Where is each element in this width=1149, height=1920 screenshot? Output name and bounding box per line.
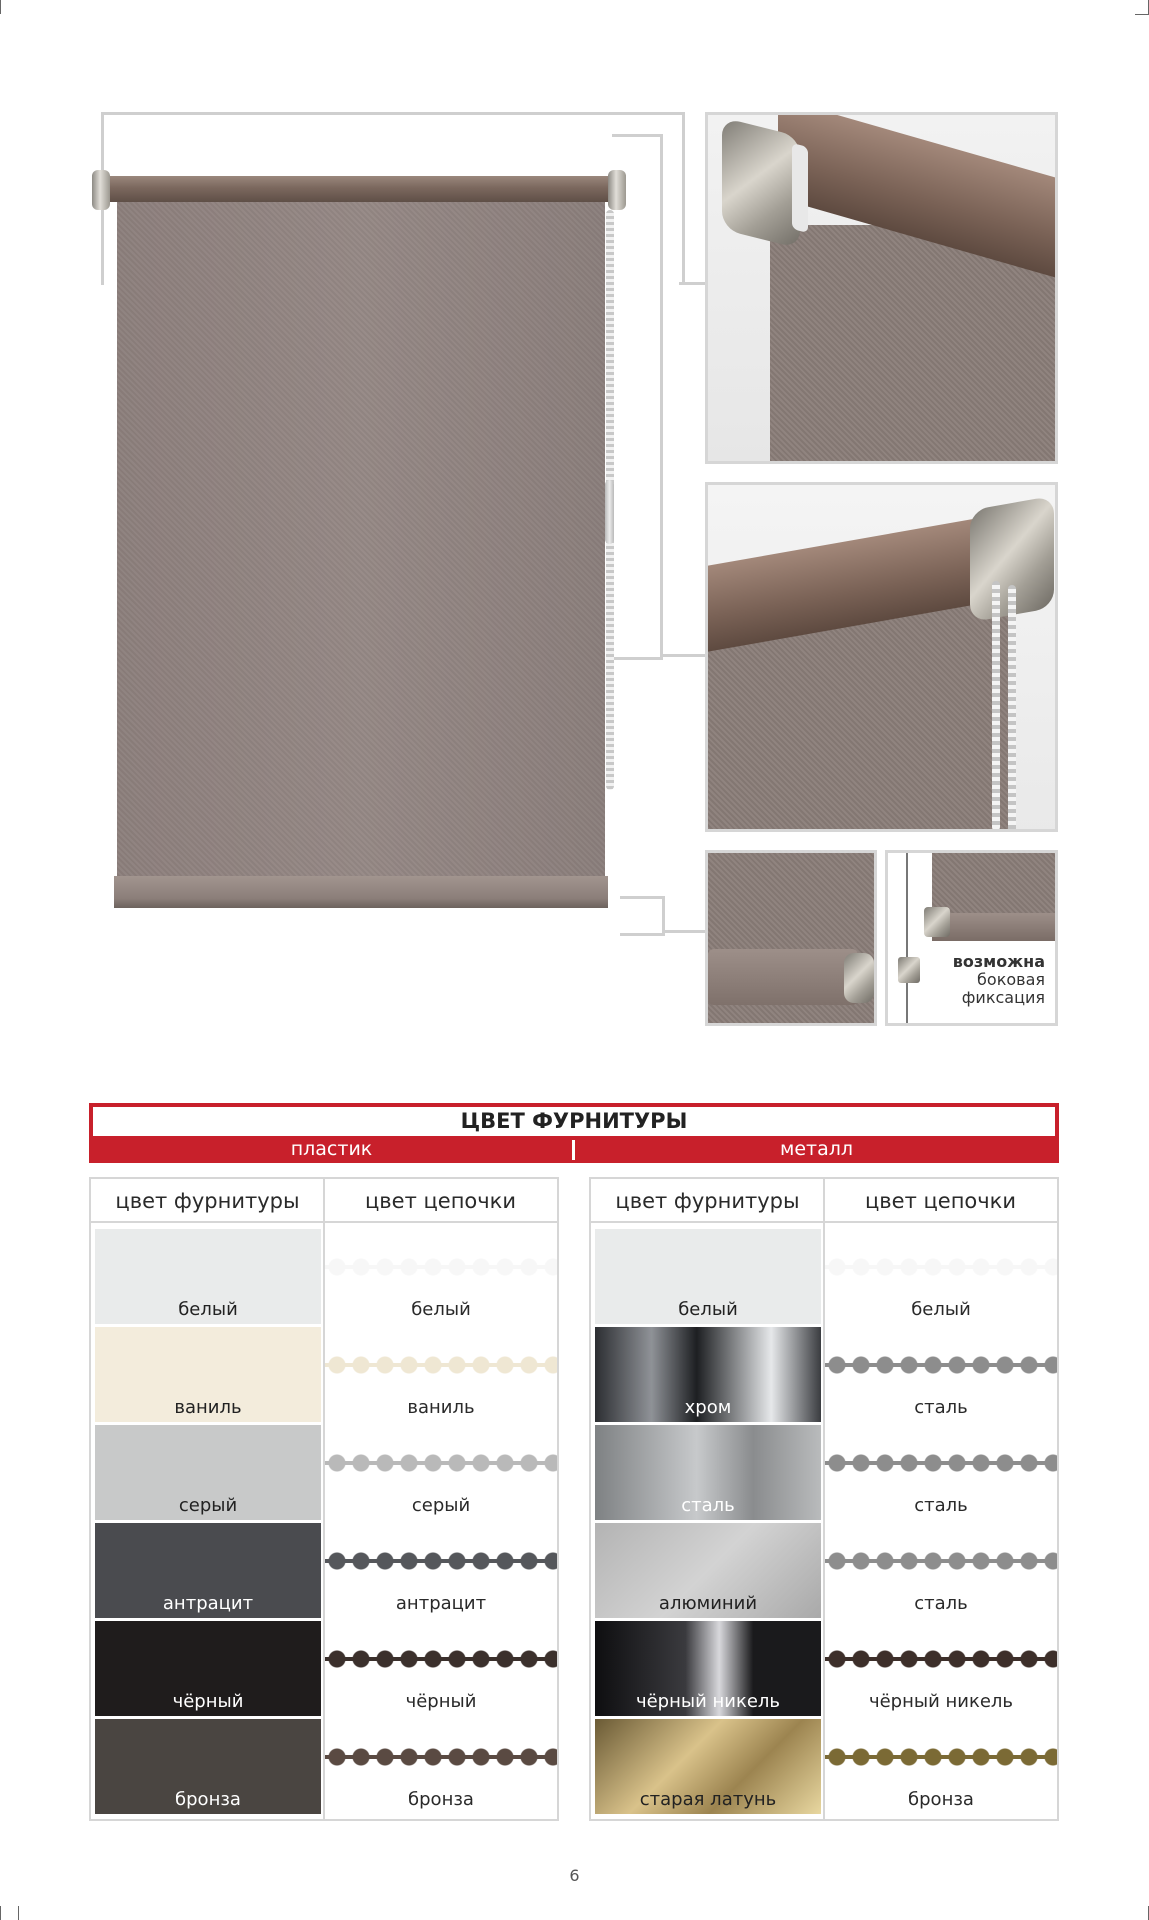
metal-fitting-label: хром [684, 1397, 732, 1418]
crop-mark [0, 1906, 1, 1920]
roller-tube [100, 176, 612, 202]
plastic-fitting-swatch [95, 1425, 321, 1520]
metal-col-fitting: цвет фурнитуры [591, 1179, 824, 1223]
plastic-chain-cell [325, 1425, 557, 1520]
metal-chain-beads [825, 1747, 1057, 1767]
side-note-line3: фиксация [961, 988, 1045, 1007]
connector-line [620, 896, 665, 936]
metal-chain-label: белый [911, 1299, 971, 1320]
detail-photo-end-cap [705, 112, 1058, 464]
page-number: 6 [569, 1866, 580, 1885]
metal-chain-label: бронза [908, 1789, 974, 1810]
plastic-fitting-swatch [95, 1229, 321, 1324]
chain-weight [605, 480, 614, 544]
bottom-rail [114, 876, 608, 908]
plastic-chain-cell [325, 1621, 557, 1716]
plastic-chain-beads [325, 1355, 557, 1375]
metal-chain-label: чёрный никель [868, 1691, 1014, 1712]
plastic-fitting-swatch [95, 1621, 321, 1716]
plastic-label: пластик [290, 1138, 373, 1160]
metal-fitting-swatch [595, 1621, 821, 1716]
metal-chain-cell [825, 1621, 1057, 1716]
metal-label: металл [779, 1138, 854, 1160]
plastic-chain-cell [325, 1327, 557, 1422]
right-end-cap [608, 170, 626, 210]
side-note-bold: возможна [952, 952, 1045, 971]
subheader-divider [572, 1140, 575, 1160]
metal-fitting-label: чёрный никель [635, 1691, 781, 1712]
plastic-fitting-label: бронза [175, 1789, 241, 1810]
side-note-line2: боковая [977, 970, 1045, 989]
connector-line [679, 282, 705, 285]
plastic-panel [89, 1177, 559, 1821]
plastic-chain-beads [325, 1747, 557, 1767]
metal-fitting-swatch [595, 1425, 821, 1520]
metal-fitting-swatch [595, 1327, 821, 1422]
plastic-fitting-label: чёрный [172, 1691, 244, 1712]
plastic-chain-label: белый [411, 1299, 471, 1320]
plastic-chain-cell [325, 1229, 557, 1324]
detail-photo-bottom-rail [705, 850, 877, 1026]
metal-fitting-label: алюминий [658, 1593, 758, 1614]
metal-chain-label: сталь [914, 1495, 968, 1516]
plastic-chain-beads [325, 1551, 557, 1571]
plastic-chain-cell [325, 1719, 557, 1814]
plastic-chain-label: антрацит [395, 1593, 487, 1614]
plastic-fitting-label: белый [178, 1299, 238, 1320]
metal-chain-cell [825, 1523, 1057, 1618]
fittings-title: ЦВЕТ ФУРНИТУРЫ [460, 1109, 688, 1133]
plastic-chain-label: бронза [408, 1789, 474, 1810]
plastic-chain-cell [325, 1523, 557, 1618]
plastic-fitting-label: серый [178, 1495, 238, 1516]
metal-fitting-swatch [595, 1523, 821, 1618]
metal-chain-beads [825, 1453, 1057, 1473]
metal-chain-beads [825, 1355, 1057, 1375]
metal-chain-label: сталь [914, 1593, 968, 1614]
metal-fitting-label: старая латунь [639, 1789, 777, 1810]
left-end-cap [92, 170, 110, 210]
blind-fabric [117, 202, 605, 878]
metal-chain-beads [825, 1257, 1057, 1277]
plastic-chain-beads [325, 1649, 557, 1669]
plastic-chain-label: чёрный [405, 1691, 477, 1712]
metal-col-chain: цвет цепочки [824, 1179, 1057, 1223]
plastic-chain-beads [325, 1453, 557, 1473]
detail-photo-side-fixation [885, 850, 1058, 1026]
metal-chain-cell [825, 1327, 1057, 1422]
connector-line [662, 930, 705, 933]
crop-mark [0, 0, 1, 14]
crop-mark [18, 1906, 19, 1920]
metal-fitting-swatch [595, 1719, 821, 1814]
plastic-col-fitting: цвет фурнитуры [91, 1179, 324, 1223]
plastic-fitting-swatch [95, 1523, 321, 1618]
connector-line [660, 654, 705, 657]
plastic-col-chain: цвет цепочки [324, 1179, 557, 1223]
metal-chain-cell [825, 1425, 1057, 1520]
plastic-chain-beads [325, 1257, 557, 1277]
plastic-fitting-swatch [95, 1327, 321, 1422]
plastic-chain-label: серый [411, 1495, 471, 1516]
metal-chain-beads [825, 1551, 1057, 1571]
metal-fitting-label: белый [678, 1299, 738, 1320]
plastic-chain-label: ваниль [407, 1397, 475, 1418]
side-fixation-note [953, 953, 1045, 1007]
plastic-fitting-swatch [95, 1719, 321, 1814]
connector-line [612, 134, 663, 660]
metal-panel [589, 1177, 1059, 1821]
plastic-fitting-label: антрацит [162, 1593, 254, 1614]
metal-chain-cell [825, 1719, 1057, 1814]
crop-mark [1135, 14, 1149, 15]
metal-fitting-swatch [595, 1229, 821, 1324]
metal-chain-beads [825, 1649, 1057, 1669]
metal-fitting-label: сталь [681, 1495, 735, 1516]
metal-chain-cell [825, 1229, 1057, 1324]
detail-photo-chain-side [705, 482, 1058, 832]
plastic-fitting-label: ваниль [174, 1397, 242, 1418]
metal-chain-label: сталь [914, 1397, 968, 1418]
